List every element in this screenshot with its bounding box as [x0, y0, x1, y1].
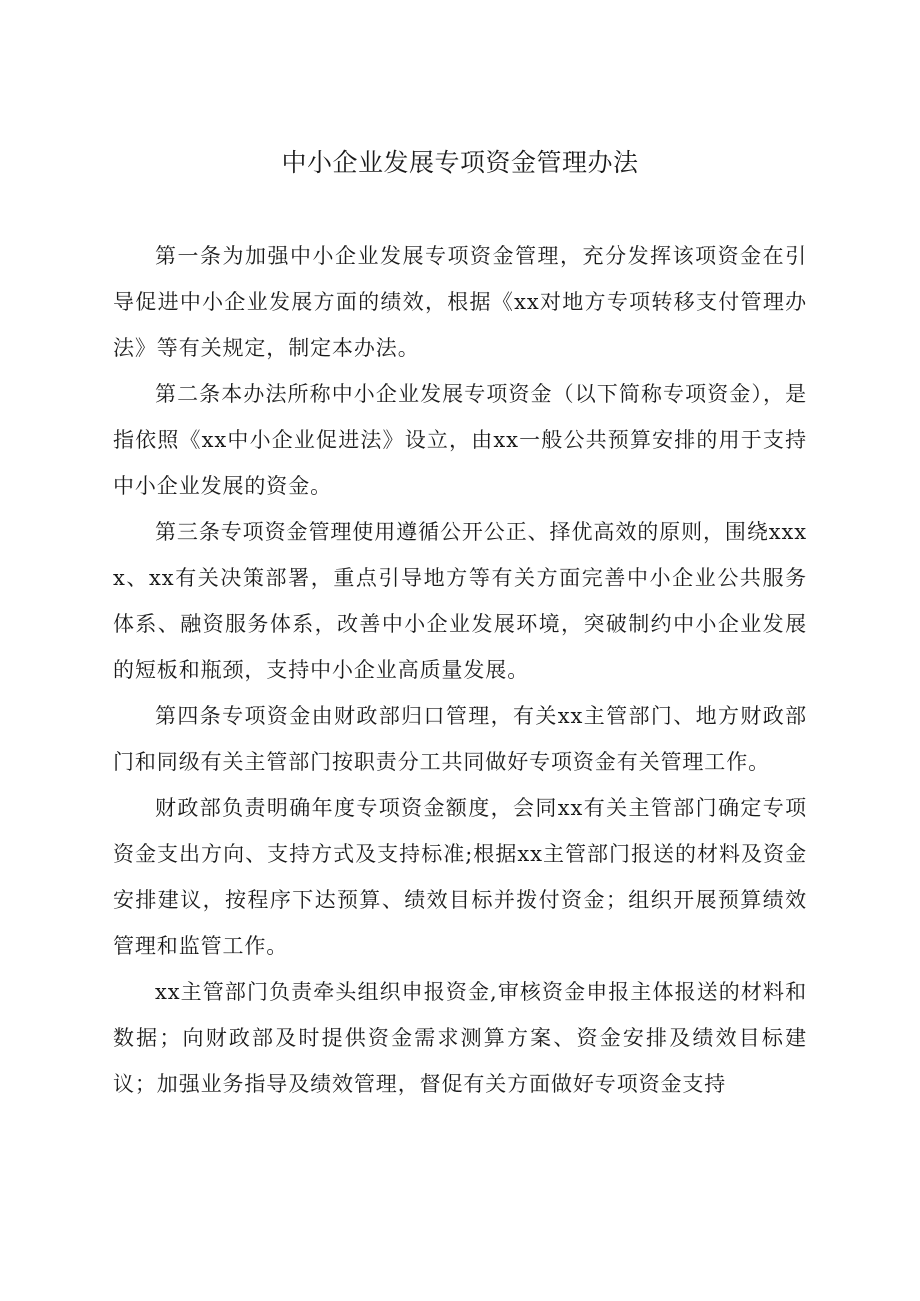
paragraph-finance-ministry-duties: 财政部负责明确年度专项资金额度，会同xx有关主管部门确定专项资金支出方向、支持方式及支持标准;根据xx主管部门报送的材料及资金安排建议，按程序下达预算、绩效目标并拨付资金；组织开展预算绩效管理和监管工作。: [113, 796, 807, 958]
paragraph-article-1: 第一条为加强中小企业发展专项资金管理，充分发挥该项资金在引导促进中小企业发展方面的绩效，根据《xx对地方专项转移支付管理办法》等有关规定，制定本办法。: [113, 244, 807, 360]
paragraph-article-2: 第二条本办法所称中小企业发展专项资金（以下简称专项资金），是指依照《xx中小企业促进法》设立，由xx一般公共预算安排的用于支持中小企业发展的资金。: [113, 382, 807, 498]
document-title: 中小企业发展专项资金管理办法: [281, 148, 639, 177]
paragraph-department-duties: xx主管部门负责牵头组织申报资金,审核资金申报主体报送的材料和数据；向财政部及时提供资金需求测算方案、资金安排及绩效目标建议；加强业务指导及绩效管理，督促有关方面做好专项资金支持: [113, 980, 807, 1096]
paragraph-article-3: 第三条专项资金管理使用遵循公开公正、择优高效的原则，围绕xxxx、xx有关决策部署，重点引导地方等有关方面完善中小企业公共服务体系、融资服务体系，改善中小企业发展环境，突破制约中小企业发展的短板和瓶颈，支持中小企业高质量发展。: [113, 520, 807, 682]
document-body: [113, 233, 807, 1107]
paragraph-article-4: 第四条专项资金由财政部归口管理，有关xx主管部门、地方财政部门和同级有关主管部门按职责分工共同做好专项资金有关管理工作。: [113, 704, 807, 774]
